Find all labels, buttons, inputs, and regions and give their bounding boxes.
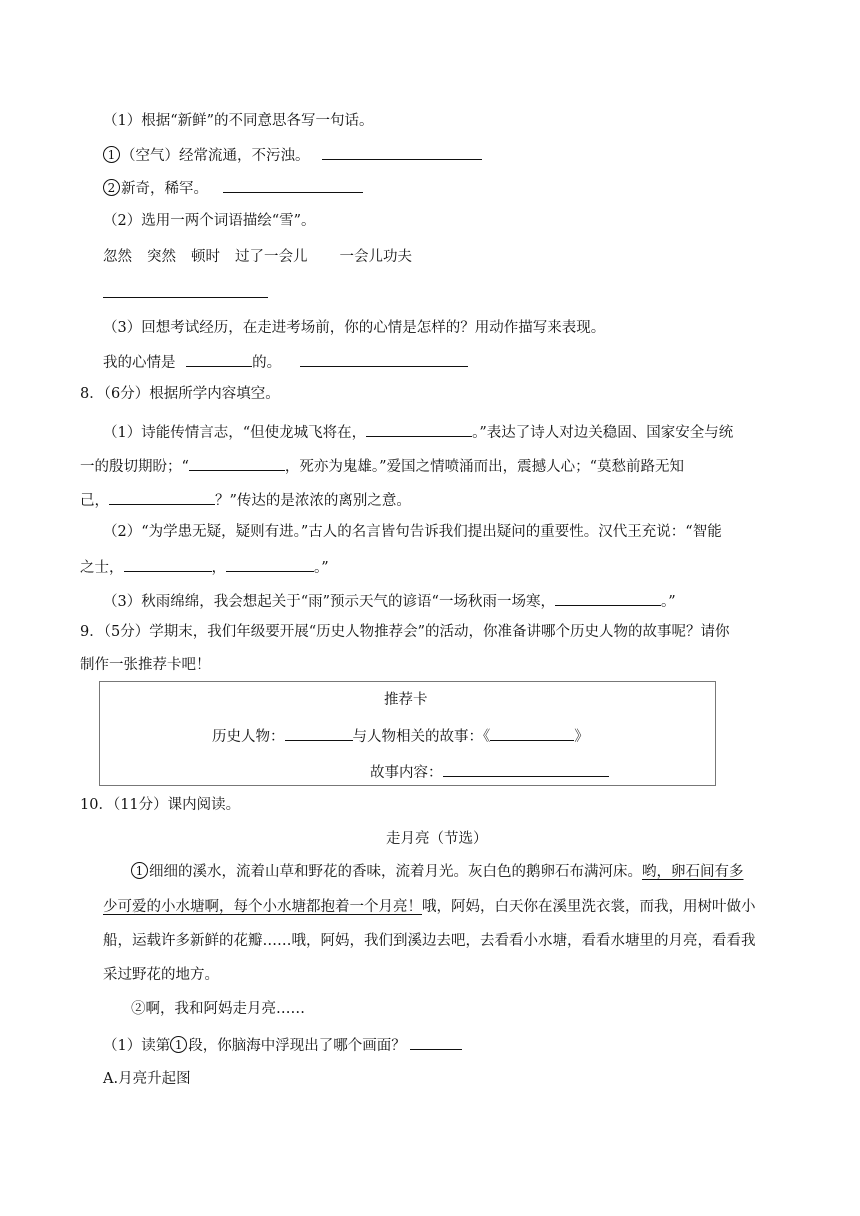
q7-part1-title: （1）根据“新鲜”的不同意思各写一句话。 [103,113,374,129]
content-blank[interactable] [443,761,609,777]
card-title: 推荐卡 [384,692,428,708]
passage-para2: ②啊，我和阿妈走月亮…… [131,1001,305,1017]
passage-line: 船，运载许多新鲜的花瓣……哦，阿妈，我们到溪边去吧，去看看小水塘，看看水塘里的月亮，看看我 [103,933,756,949]
answer-blank[interactable] [555,590,661,606]
circled-number: 1 [103,146,120,163]
word-option: 忽然 [103,249,132,265]
q7-part1-item-a: 1 （空气）经常流通，不污浊。 [103,144,482,166]
passage-title: 走月亮（节选） [386,831,488,847]
q9-header-line2: 制作一张推荐卡吧！ [80,657,211,673]
word-option: 突然 [147,249,176,265]
mood-blank[interactable] [186,351,252,367]
q7-part3-title: （3）回想考试经历，在走进考场前，你的心情是怎样的？用动作描写来表现。 [103,320,606,336]
q7-word-bank [103,247,412,267]
q9-header-line1: 9．（5分）学期末，我们年级要开展“历史人物推荐会”的活动，你准备讲哪个历史人物的故事呢？请你 [80,624,730,640]
story-blank[interactable] [490,725,574,741]
answer-blank[interactable] [103,282,268,298]
option-a: A.月亮升起图 [103,1071,191,1087]
word-option: 过了一会儿 [235,249,308,265]
q7-part2-title: （2）选用一两个词语描绘“雪”。 [103,213,316,229]
circled-number: 2 [103,179,120,196]
underlined-sentence: 少可爱的小水塘啊，每个小水塘都抱着一个月亮！ [103,899,422,915]
answer-blank[interactable] [366,421,472,437]
person-blank[interactable] [285,725,353,741]
answer-blank[interactable] [322,144,482,160]
answer-blank[interactable] [124,556,212,572]
word-option: 顿时 [191,249,220,265]
q7-part1-item-b: 2 新奇，稀罕。 [103,177,363,199]
answer-blank[interactable] [189,455,285,471]
passage-line: 采过野花的地方。 [103,967,219,983]
q8-header: 8．（6分）根据所学内容填空。 [80,386,280,402]
underlined-sentence: 哟，卵石间有多 [642,864,744,880]
word-option: 一会儿功夫 [339,249,412,265]
answer-blank[interactable] [300,351,468,367]
q8-part2-line1: （2）“为学患无疑，疑则有进。”古人的名言皆句告诉我们提出疑问的重要性。汉代王充说：“智能 [103,524,722,540]
circled-number: 1 [170,1036,187,1053]
answer-blank[interactable] [226,556,314,572]
q7-part3-answer: 我的心情是 的。 [103,351,468,373]
answer-blank[interactable] [223,177,363,193]
q10-header: 10．（11分）课内阅读。 [80,797,241,813]
answer-blank[interactable] [109,489,215,505]
circled-number: 1 [131,862,148,879]
answer-blank[interactable] [410,1034,462,1050]
